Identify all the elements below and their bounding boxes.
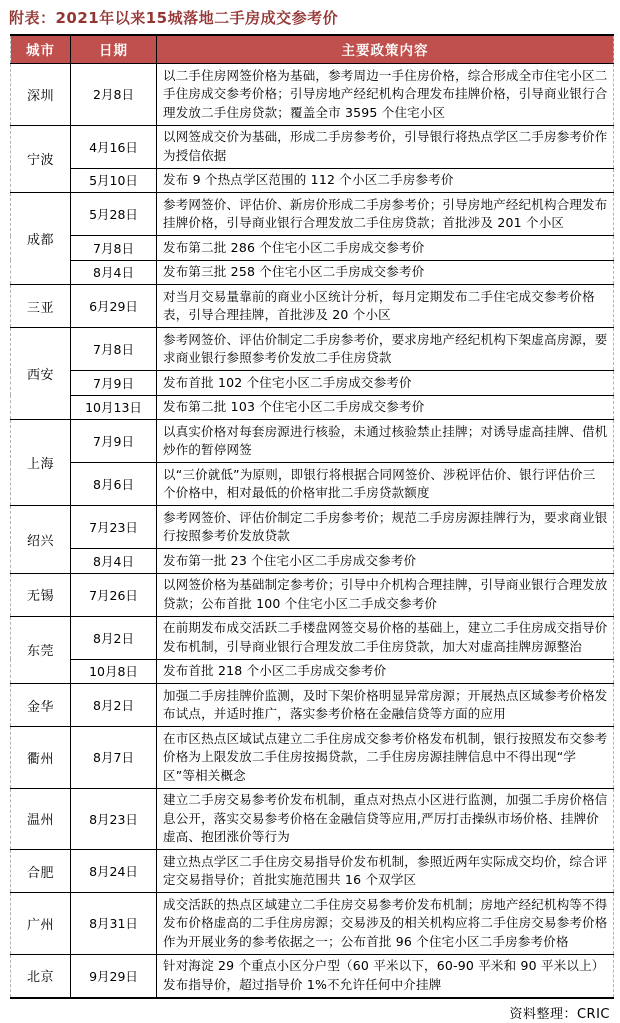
- date-cell: 8月31日: [71, 893, 157, 955]
- policy-cell: 在前期发布成交活跃二手楼盘网签交易价格的基础上，建立二手住房成交指导价发布机制，引导商业银行合理发放二手住房贷款，加大对虚高挂牌房源整治: [157, 616, 614, 659]
- city-cell: 深圳: [11, 64, 71, 126]
- policy-cell: 发布第三批 258 个住宅小区二手房成交参考价: [157, 260, 614, 285]
- policy-cell: 在市区热点区域试点建立二手住房成交参考价格发布机制，银行按照发布交参考价格为上限发放二手住房按揭贷款，二手住房房源挂牌信息中不得出现“学区”等相关概念: [157, 727, 614, 789]
- date-cell: 2月8日: [71, 64, 157, 126]
- policy-cell: 发布第二批 286 个住宅小区二手房成交参考价: [157, 236, 614, 261]
- policy-cell: 参考网签价、评估价制定二手房参考价；规范二手房房源挂牌行为，要求商业银行按照参考价发放贷款: [157, 506, 614, 549]
- table-row: [11, 893, 614, 955]
- policy-cell: 对当月交易量靠前的商业小区统计分析，每月定期发布二手住宅成交参考价格表，引导合理挂牌，首批涉及 20 个小区: [157, 285, 614, 328]
- date-cell: 5月10日: [71, 168, 157, 193]
- city-cell: 广州: [11, 893, 71, 955]
- policy-cell: 加强二手房挂牌价监测，及时下架价格明显异常房源；开展热点区域参考价格发布试点，并适时推广，落实参考价格在金融信贷等方面的应用: [157, 684, 614, 727]
- city-cell: 三亚: [11, 285, 71, 328]
- city-cell: 无锡: [11, 573, 71, 616]
- date-cell: 4月16日: [71, 125, 157, 168]
- table-body: [11, 64, 614, 998]
- table-row: [11, 285, 614, 328]
- policy-cell: 发布第二批 103 个住宅小区二手房成交参考价: [157, 395, 614, 420]
- table-row: [11, 788, 614, 850]
- table-row: [11, 168, 614, 193]
- table-row: [11, 659, 614, 684]
- city-cell: 温州: [11, 788, 71, 850]
- table-row: [11, 193, 614, 236]
- policy-cell: 参考网签价、评估价制定二手房参考价，要求房地产经纪机构下架虚高房源，要求商业银行参照参考价发放二手住房贷款: [157, 328, 614, 371]
- table-row: [11, 573, 614, 616]
- date-cell: 8月2日: [71, 616, 157, 659]
- table-row: [11, 684, 614, 727]
- policy-cell: 发布首批 218 个小区二手房成交参考价: [157, 659, 614, 684]
- policy-cell: 建立二手房交易参考价发布机制，重点对热点小区进行监测，加强二手房价格信息公开，落实交易参考价格在金融信贷等应用,严厉打击操纵市场价格、挂牌价虚高、抱团涨价等行为: [157, 788, 614, 850]
- date-cell: 6月29日: [71, 285, 157, 328]
- policy-cell: 以“三价就低”为原则，即银行将根据合同网签价、涉税评估价、银行评估价三个价格中，相对最低的价格审批二手房贷款额度: [157, 463, 614, 506]
- date-cell: 8月2日: [71, 684, 157, 727]
- date-cell: 7月9日: [71, 371, 157, 396]
- header-city: 城市: [11, 35, 71, 64]
- policy-cell: 以二手住房网签价格为基础，参考周边一手住房价格，综合形成全市住宅小区二手住房成交参考价格；引导房地产经纪机构合理发布挂牌价格，引导商业银行合理发放二手住房贷款；覆盖全市 3595 个住宅小区: [157, 64, 614, 126]
- date-cell: 7月8日: [71, 328, 157, 371]
- date-cell: 7月26日: [71, 573, 157, 616]
- date-cell: 8月23日: [71, 788, 157, 850]
- page-title: 附表：2021年以来15城落地二手房成交参考价: [9, 9, 339, 27]
- header-date: 日期: [71, 35, 157, 64]
- policy-cell: 发布第一批 23 个住宅小区二手房成交参考价: [157, 549, 614, 574]
- policy-cell: 成交活跃的热点区域建立二手住房交易参考价发布机制；房地产经纪机构等不得发布价格虚高的二手住房房源；交易涉及的相关机构应将二手住房交易参考价格作为开展业务的参考依据之一；公布首批 96 个住宅小区二手房参考价格: [157, 893, 614, 955]
- city-cell: 绍兴: [11, 506, 71, 574]
- policy-cell: 针对海淀 29 个重点小区分户型（60 平米以下，60-90 平米和 90 平米以上）发布指导价，超过指导价 1%不允许任何中介挂牌: [157, 954, 614, 998]
- table-row: [11, 395, 614, 420]
- city-cell: 合肥: [11, 850, 71, 893]
- header-row: [11, 35, 614, 64]
- policy-cell: 建立热点学区二手住房交易指导价发布机制，参照近两年实际成交均价，综合评定交易指导价；首批实施范围共 16 个双学区: [157, 850, 614, 893]
- city-cell: 西安: [11, 328, 71, 420]
- date-cell: 7月9日: [71, 420, 157, 463]
- table-row: [11, 371, 614, 396]
- policy-cell: 发布 9 个热点学区范围的 112 个小区二手房参考价: [157, 168, 614, 193]
- table-row: [11, 463, 614, 506]
- table-row: [11, 549, 614, 574]
- date-cell: 7月23日: [71, 506, 157, 549]
- city-cell: 成都: [11, 193, 71, 285]
- table-row: [11, 954, 614, 998]
- policy-table: [10, 34, 614, 999]
- table-row: [11, 506, 614, 549]
- city-cell: 金华: [11, 684, 71, 727]
- source-note: 资料整理：CRIC: [509, 1006, 610, 1022]
- city-cell: 宁波: [11, 125, 71, 193]
- date-cell: 5月28日: [71, 193, 157, 236]
- city-cell: 上海: [11, 420, 71, 506]
- table-header: [11, 35, 614, 64]
- policy-cell: 参考网签价、评估价、新房价形成二手房参考价；引导房地产经纪机构合理发布挂牌价格，引导商业银行合理发放二手住房贷款；首批涉及 201 个小区: [157, 193, 614, 236]
- city-cell: 北京: [11, 954, 71, 998]
- date-cell: 9月29日: [71, 954, 157, 998]
- table-row: [11, 420, 614, 463]
- city-cell: 衢州: [11, 727, 71, 789]
- table-row: [11, 616, 614, 659]
- city-cell: 东莞: [11, 616, 71, 684]
- date-cell: 8月4日: [71, 549, 157, 574]
- date-cell: 8月6日: [71, 463, 157, 506]
- date-cell: 8月7日: [71, 727, 157, 789]
- header-policy: 主要政策内容: [157, 35, 614, 64]
- table-row: [11, 260, 614, 285]
- table-row: [11, 727, 614, 789]
- policy-cell: 以真实价格对每套房源进行核验，未通过核验禁止挂牌；对诱导虚高挂牌、借机炒作的暂停网签: [157, 420, 614, 463]
- table-row: [11, 236, 614, 261]
- date-cell: 8月4日: [71, 260, 157, 285]
- policy-cell: 发布首批 102 个住宅小区二手房成交参考价: [157, 371, 614, 396]
- table-row: [11, 64, 614, 126]
- table-row: [11, 328, 614, 371]
- policy-cell: 以网签成交价为基础，形成二手房参考价，引导银行将热点学区二手房参考价作为授信依据: [157, 125, 614, 168]
- policy-cell: 以网签价格为基础制定参考价；引导中介机构合理挂牌，引导商业银行合理发放贷款；公布首批 100 个住宅小区二手成交参考价: [157, 573, 614, 616]
- date-cell: 8月24日: [71, 850, 157, 893]
- date-cell: 10月13日: [71, 395, 157, 420]
- date-cell: 10月8日: [71, 659, 157, 684]
- table-row: [11, 125, 614, 168]
- table-row: [11, 850, 614, 893]
- date-cell: 7月8日: [71, 236, 157, 261]
